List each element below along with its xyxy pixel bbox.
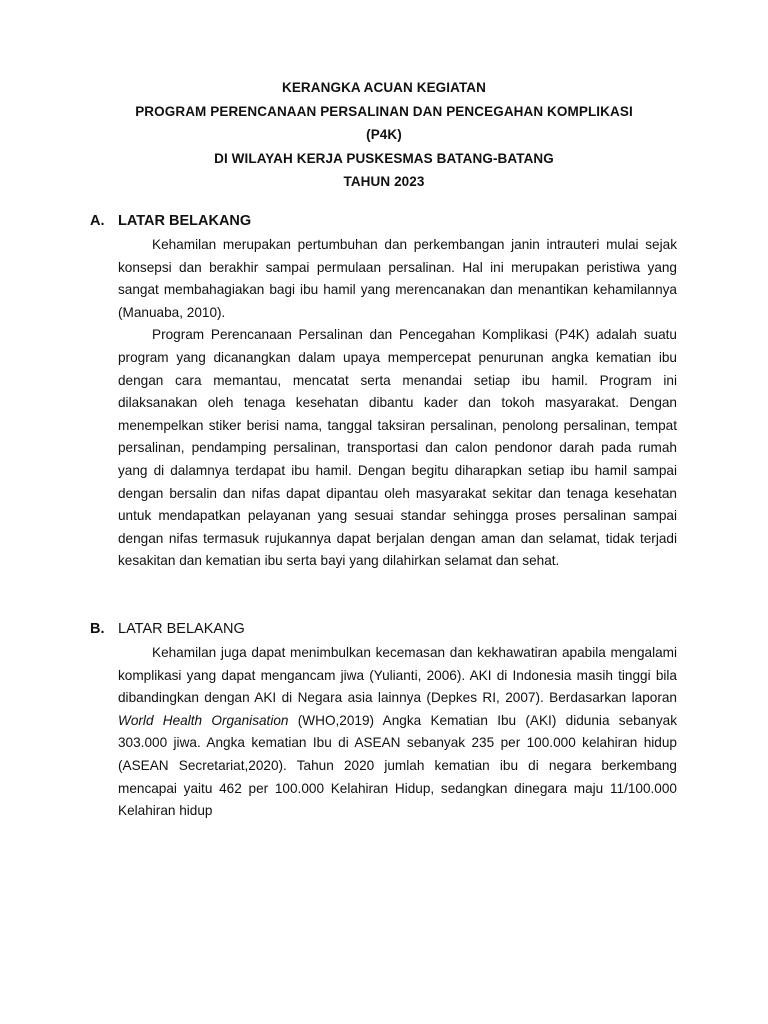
section-a-letter: A. — [90, 213, 105, 229]
section-b-heading — [90, 618, 678, 640]
title-line-5: TAHUN 2023 — [343, 174, 425, 189]
title-line-3: (P4K) — [366, 127, 402, 142]
title-line-1: KERANGKA ACUAN KEGIATAN — [281, 80, 487, 95]
section-a-heading — [90, 210, 678, 232]
title-line-4: DI WILAYAH KERJA PUSKESMAS BATANG-BATANG — [214, 150, 554, 166]
section-a-title: LATAR BELAKANG — [118, 213, 252, 229]
section-a — [90, 210, 678, 573]
section-a-body — [118, 234, 677, 573]
section-a-paragraph-2: Program Perencanaan Persalinan dan Pencegahan Komplikasi (P4K) adalah suatu program yang dicanangkan dalam upaya mempercepat penurunan angka kematian ibu dengan cara memantau, mencatat serta menandai setiap ibu hamil. Program ini dilaksanakan oleh tenaga kesehatan dibantu kader dan tokoh masyarakat. Dengan menempelkan stiker berisi nama, tanggal taksiran persalinan, penolong persalinan, tempat persalinan, pendamping persalinan, transportasi dan calon pendonor darah pada rumah yang di dalamnya terdapat ibu hamil. Dengan begitu diharapkan setiap ibu hamil sampai dengan bersalin dan nifas dapat dipantau oleh masyarakat sekitar dan tenaga kesehatan untuk mendapatkan pelayanan yang sesuai standar sehingga proses persalinan sampai dengan nifas termasuk rujukannya dapat berjalan dengan aman dan selamat, tidak terjadi kesakitan dan kematian ibu serta bayi yang dilahirkan selamat dan sehat. — [118, 327, 677, 569]
section-a-paragraph-1: Kehamilan merupakan pertumbuhan dan perkembangan janin intrauteri mulai sejak konsepsi dan berakhir sampai permulaan persalinan. Hal ini merupakan peristiwa yang sangat membahagiakan bagi ibu hamil yang merencanakan dan menantikan kehamilannya (Manuaba, 2010). — [118, 237, 677, 320]
section-b — [90, 618, 678, 823]
section-b-body — [118, 642, 677, 823]
document-title — [90, 76, 678, 194]
title-line-2: PROGRAM PERENCANAAN PERSALINAN DAN PENCEGAHAN KOMPLIKASI — [135, 103, 633, 119]
who-report-title: World Health Organisation — [118, 712, 289, 728]
section-b-letter: B. — [90, 621, 105, 637]
section-b-text-2: (WHO,2019) Angka Kematian Ibu (AKI) didunia sebanyak 303.000 jiwa. Angka kematian Ibu di ASEAN sebanyak 235 per 100.000 kelahiran hidup (ASEAN Secretariat,2020). Tahun 2020 jumlah kematian ibu di negara berkembang mencapai yaitu 462 per 100.000 Kelahiran Hidup, sedangkan dinegara maju 11/100.000 Kelahiran hidup — [118, 712, 678, 819]
section-b-text-1: Kehamilan juga dapat menimbulkan kecemasan dan kekhawatiran apabila mengalami komplikasi yang dapat mengancam jiwa (Yulianti, 2006). AKI di Indonesia masih tinggi bila dibandingkan dengan AKI di Negara asia lainnya (Depkes RI, 2007). Berdasarkan laporan — [118, 645, 677, 706]
section-b-paragraph-1 — [118, 642, 677, 823]
section-b-title: LATAR BELAKANG — [118, 621, 245, 637]
